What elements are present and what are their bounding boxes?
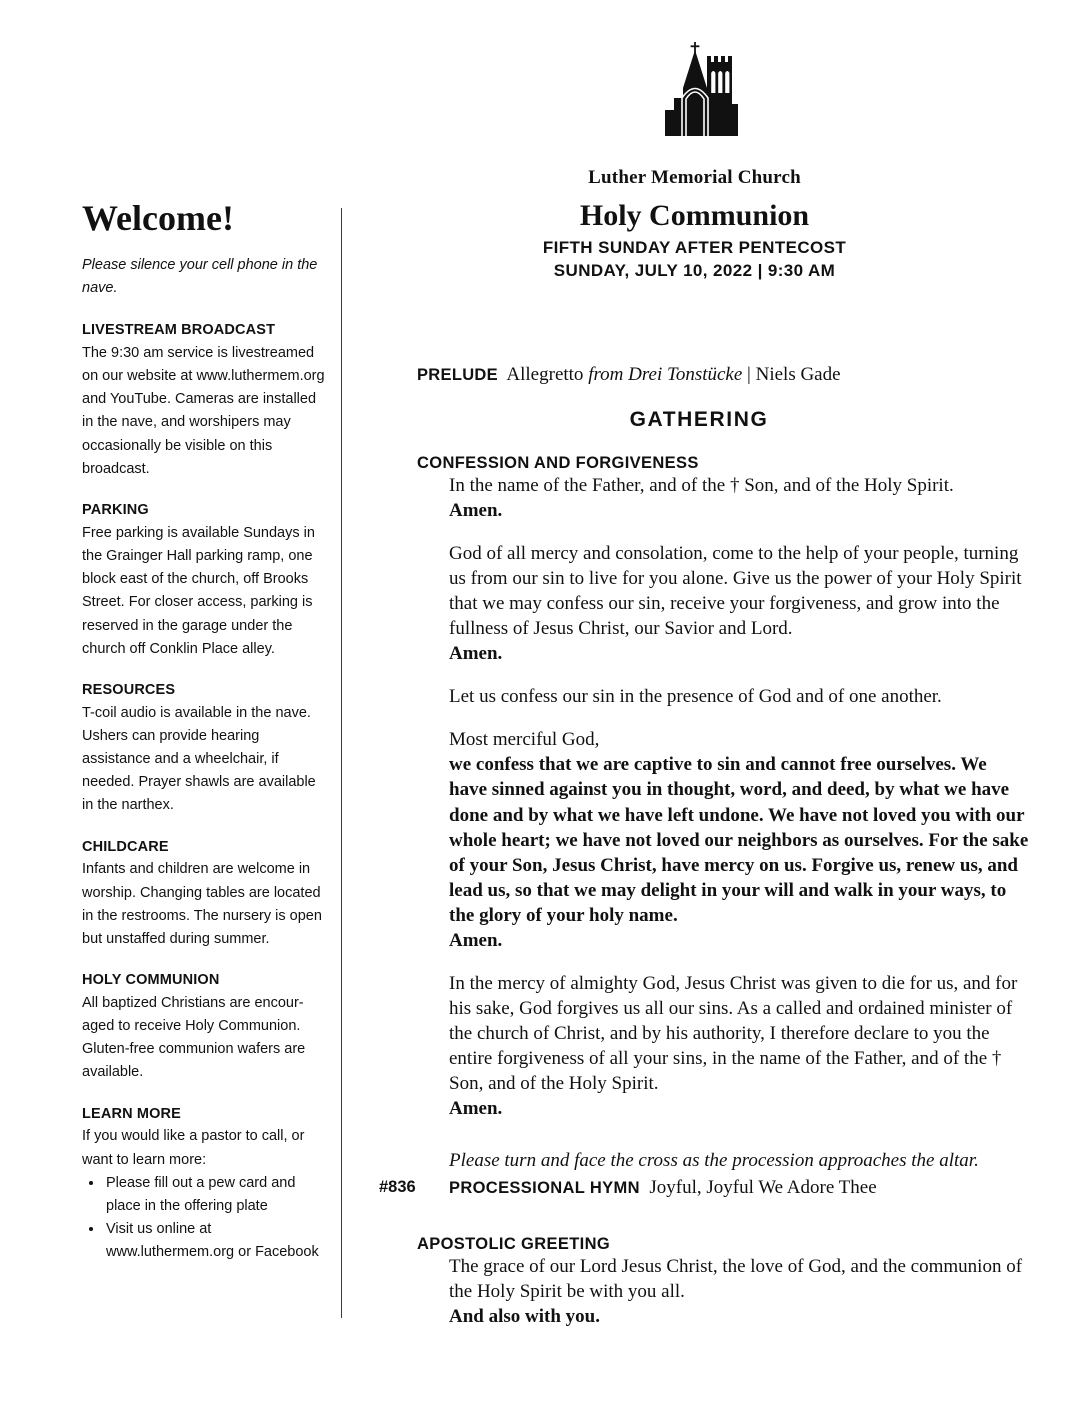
sidebar-section-livestream	[82, 320, 330, 481]
confession-heading: CONFESSION AND FORGIVENESS	[417, 453, 699, 472]
sidebar-body-learn-more: If you would like a pastor to call, or want to learn more:	[82, 1128, 305, 1168]
procession-rubric: Please turn and face the cross as the procession approaches the altar.	[449, 1150, 979, 1172]
confession-opening: Most merciful God,	[449, 729, 600, 751]
sidebar-section-parking	[82, 500, 330, 661]
gothic-church-silhouette-icon	[643, 40, 747, 144]
church-logo-block	[341, 40, 1048, 149]
sidebar-body-childcare: Infants and children are welcome in worship. Changing tables are located in the restrooms. The nursery is open but unstaffed during summer.	[82, 861, 322, 947]
sidebar-section-resources	[82, 680, 330, 818]
spacer	[417, 1121, 1029, 1149]
gathering-section-heading: GATHERING	[629, 407, 769, 431]
column-divider	[341, 208, 342, 1318]
sidebar-heading-learn-more: LEARN MORE	[82, 1105, 181, 1122]
sidebar-body-parking: Free parking is available Sundays in the Grainger Hall parking ramp, one block east of the church, off Brooks Street. For closer access, parking is reserved in the garage under the church off Conklin Place alley.	[82, 524, 315, 657]
absolution-response: Amen.	[449, 1098, 503, 1120]
processional-hymn-label: PROCESSIONAL HYMN	[449, 1179, 640, 1198]
list-item: • Visit us online at www.luthermem.org or Facebook	[104, 1218, 330, 1264]
absolution-text: In the mercy of almighty God, Jesus Christ was given to die for us, and for his sake, God forgives us all our sins. As a called and ordained minister of the church of Christ, and by his authority, I therefore declare to you the entire forgiveness of all your sins, in the name of the Father, and of the † Son, and of the Holy Spirit.	[449, 972, 1018, 1095]
sidebar-section-learn-more	[82, 1104, 330, 1265]
sidebar-body-resources: T-coil audio is available in the nave. Ushers can provide hearing assistance and a wheelchair, if needed. Prayer shawls are available in the narthex.	[82, 704, 316, 814]
service-datetime: SUNDAY, JULY 10, 2022 | 9:30 AM	[553, 261, 836, 281]
sidebar-heading-livestream: LIVESTREAM BROADCAST	[82, 322, 276, 339]
sidebar-heading-resources: RESOURCES	[82, 681, 176, 698]
sidebar-body-livestream: The 9:30 am service is livestreamed on our website at www.luthermem.org and YouTube. Cameras are installed in the nave, and worshipers may occasionally be visible on this broadcast.	[82, 344, 325, 477]
bulletin-header	[341, 168, 1048, 283]
prelude-line	[417, 362, 1029, 388]
confession-congregation-text: we confess that we are captive to sin and cannot free ourselves. We have sinned against you in thought, word, and deed, by what we have done and by what we have left undone. We have not loved you with our whole heart; we have not loved our neighbors as ourselves. For the sake of your Son, Jesus Christ, have mercy on us. Forgive us, renew us, and lead us, so that we may delight in your will and walk in your ways, to the glory of your holy name.	[449, 754, 1029, 926]
list-item: • Please fill out a pew card and place in the offering plate	[104, 1172, 330, 1218]
order-of-service	[379, 362, 1029, 1329]
learn-more-list	[82, 1172, 330, 1265]
sidebar-heading-childcare: CHILDCARE	[82, 838, 169, 855]
service-title: Holy Communion	[579, 198, 810, 232]
greeting-text: The grace of our Lord Jesus Christ, the love of God, and the communion of the Holy Spirit be with you all.	[449, 1255, 1023, 1302]
greeting-response: And also with you.	[449, 1305, 600, 1327]
confession-body	[449, 473, 1029, 1122]
mercy-prayer-response: Amen.	[449, 643, 503, 665]
prelude-source: from Drei Tonstücke	[588, 364, 743, 385]
sidebar-section-holy-communion	[82, 970, 330, 1085]
church-name: Luther Memorial Church	[588, 167, 801, 188]
invocation-response: Amen.	[449, 499, 503, 521]
processional-hymn-title: Joyful, Joyful We Adore Thee	[649, 1177, 877, 1199]
apostolic-greeting-heading: APOSTOLIC GREETING	[417, 1234, 611, 1253]
service-occasion: FIFTH SUNDAY AFTER PENTECOST	[542, 238, 847, 258]
prelude-piece: Allegretto	[506, 364, 584, 385]
silence-phone-note: Please silence your cell phone in the nave.	[82, 256, 318, 296]
hymn-number: #836	[379, 1178, 416, 1197]
sidebar-heading-parking: PARKING	[82, 502, 149, 519]
welcome-sidebar	[82, 200, 330, 1283]
sidebar-body-holy-communion: All baptized Christians are encour-aged to receive Holy Communion. Gluten-free communion wafers are available.	[82, 994, 306, 1081]
prelude-composer: | Niels Gade	[747, 364, 841, 385]
confession-response: Amen.	[449, 929, 503, 951]
invocation-text: In the name of the Father, and of the † Son, and of the Holy Spirit.	[449, 474, 954, 496]
mercy-prayer-text: God of all mercy and consolation, come to the help of your people, turning us from our sin to live for you alone. Give us the power of your Holy Spirit that we may confess our sin, receive your forgiveness, and grow into the fullness of Jesus Christ, our Savior and Lord.	[449, 542, 1022, 640]
prelude-label: PRELUDE	[417, 366, 498, 384]
welcome-title: Welcome!	[82, 198, 234, 238]
sidebar-heading-holy-communion: HOLY COMMUNION	[82, 972, 220, 989]
apostolic-greeting-body	[449, 1254, 1029, 1329]
confession-invitation: Let us confess our sin in the presence of God and of one another.	[449, 686, 942, 708]
sidebar-section-childcare	[82, 837, 330, 952]
processional-hymn-row	[379, 1176, 1029, 1201]
